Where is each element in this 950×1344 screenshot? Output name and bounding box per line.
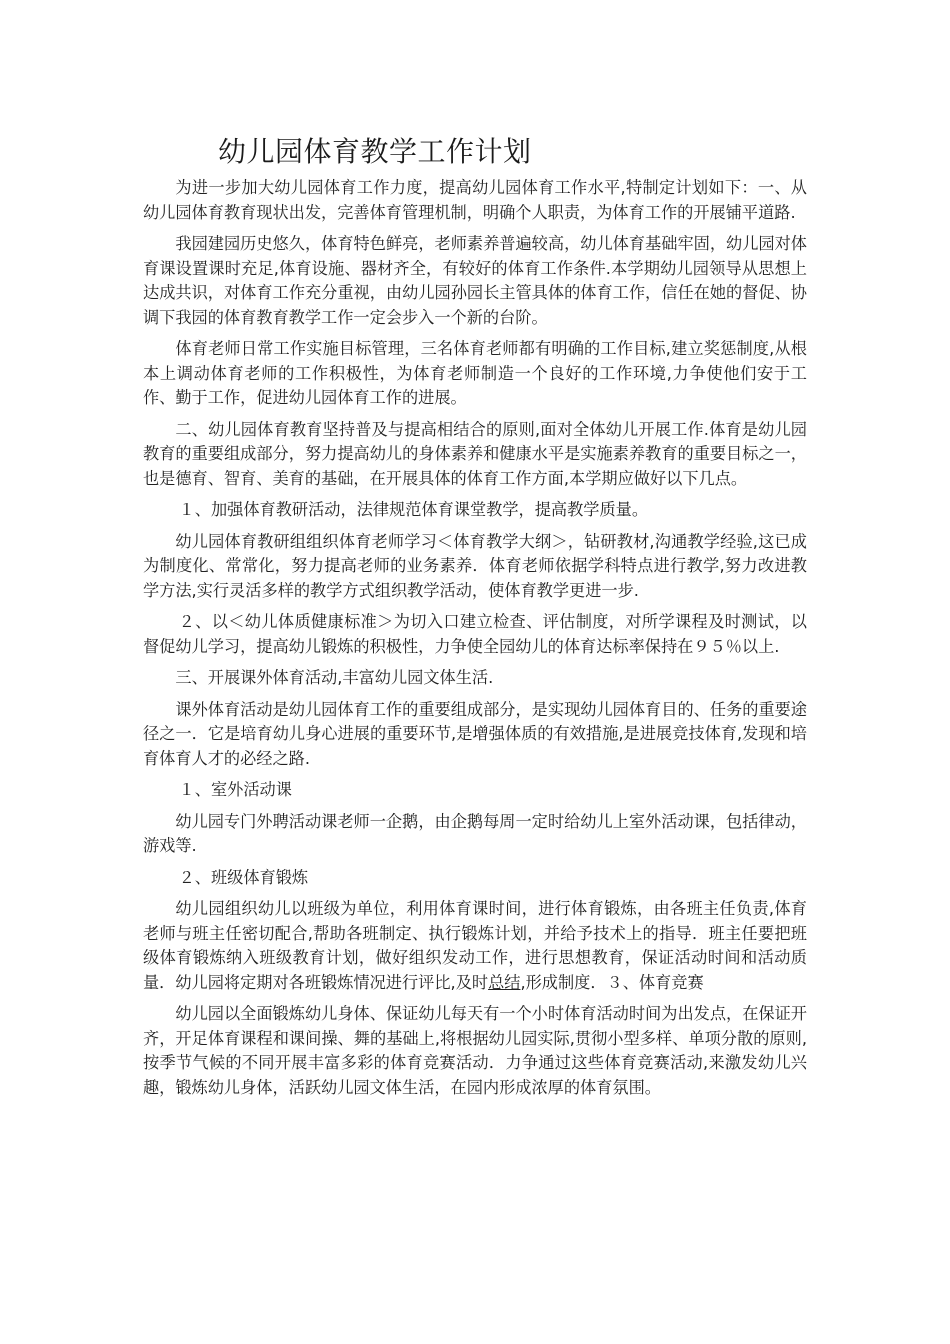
paragraph-item-1-heading: １、加强体育教研活动，法律规范体育课堂教学，提高教学质量。 [178, 500, 649, 519]
document-body [143, 176, 807, 1107]
underlined-summary-text: 总结 [488, 972, 521, 992]
document-title: 幼儿园体育教学工作计划 [218, 135, 532, 168]
paragraph-research-group: 幼儿园体育教研组组织体育老师学习＜体育教学大纲＞，钻研教材,沟通教学经验,这已成为制度化、常常化，努力提高老师的业务素养．体育老师依据学科特点进行教学,努力改进教学方法,实行灵活多样的教学方式组织教学活动，使体育教学更进一步. [143, 531, 807, 600]
paragraph-competition: 幼儿园以全面锻炼幼儿身体、保证幼儿每天有一个小时体育活动时间为出发点，在保证开齐，开足体育课程和课间操、舞的基础上,将根据幼儿园实际,贯彻小型多样、单项分散的原则,按季节气候的不同开展丰富多彩的体育竞赛活动．力争通过这些体育竞赛活动,来激发幼儿兴趣，锻炼幼儿身体，活跃幼儿园文体生活，在园内形成浓厚的体育氛围。 [143, 1004, 807, 1097]
paragraph-item-2-standard: ２、以＜幼儿体质健康标准＞为切入口建立检查、评估制度，对所学课程及时测试，以督促幼儿学习，提高幼儿锻炼的积极性，力争使全园幼儿的体育达标率保持在９５％以上. [143, 612, 807, 656]
class-exercise-text-after: ,形成制度．３、体育竞赛 [520, 972, 704, 992]
paragraph-outdoor-class: 幼儿园专门外聘活动课老师一企鹅，由企鹅每周一定时给幼儿上室外活动课，包括律动，游戏等. [143, 811, 807, 855]
paragraph-section-three: 三、开展课外体育活动,丰富幼儿园文体生活. [175, 668, 494, 687]
paragraph-class-exercise [143, 897, 807, 995]
class-exercise-text-before: 幼儿园组织幼儿以班级为单位，利用体育课时间，进行体育锻炼，由各班主任负责,体育老师与班主任密切配合,帮助各班制定、执行锻炼计划，并给予技术上的指导．班主任要把班级体育锻炼纳入班级教育计划，做好组织发动工作，进行思想教育，保证活动时间和活动质量．幼儿园将定期对各班锻炼情况进行评比,及时 [143, 899, 807, 992]
paragraph-intro: 为进一步加大幼儿园体育工作力度，提高幼儿园体育工作水平,特制定计划如下：一、从幼儿园体育教育现状出发，完善体育管理机制，明确个人职责，为体育工作的开展铺平道路. [143, 178, 807, 222]
paragraph-history: 我园建园历史悠久，体育特色鲜亮，老师素养普遍较高，幼儿体育基础牢固，幼儿园对体育课设置课时充足,体育设施、器材齐全，有较好的体育工作条件.本学期幼儿园领导从思想上达成共识，对体育工作充分重视，由幼儿园孙园长主管具体的体育工作，信任在她的督促、协调下我园的体育教育教学工作一定会步入一个新的台阶。 [143, 234, 807, 327]
paragraph-class-exercise-heading: ２、班级体育锻炼 [178, 867, 309, 887]
paragraph-extracurricular: 课外体育活动是幼儿园体育工作的重要组成部分，是实现幼儿园体育目的、任务的重要途径之一．它是培育幼儿身心进展的重要环节,是增强体质的有效措施,是进展竞技体育,发现和培育体育人才的必经之路. [143, 699, 807, 768]
paragraph-section-two: 二、幼儿园体育教育坚持普及与提高相结合的原则,面对全体幼儿开展工作.体育是幼儿园教育的重要组成部分，努力提高幼儿的身体素养和健康水平是实施素养教育的重要目标之一，也是德育、智育、美育的基础，在开展具体的体育工作方面,本学期应做好以下几点。 [143, 419, 807, 488]
paragraph-outdoor-heading: １、室外活动课 [178, 780, 292, 799]
paragraph-teacher-management: 体育老师日常工作实施目标管理，三名体育老师都有明确的工作目标,建立奖惩制度,从根本上调动体育老师的工作积极性，为体育老师制造一个良好的工作环境,力争使他们安于工作、勤于工作，促进幼儿园体育工作的进展。 [143, 339, 807, 407]
